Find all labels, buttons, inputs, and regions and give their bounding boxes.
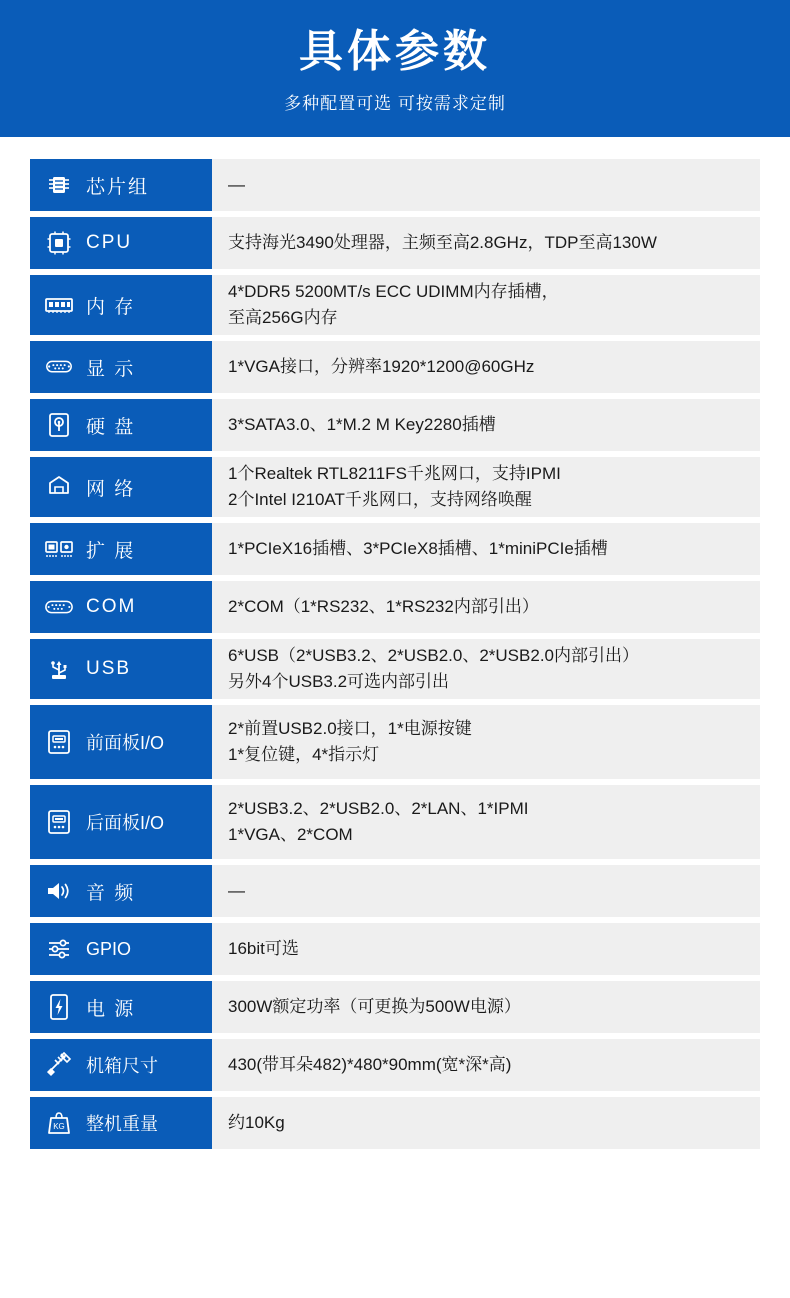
spec-label-text: 扩 展 [86,540,136,562]
spec-value-cell [212,523,760,575]
spec-label-text: 机箱尺寸 [86,1056,158,1076]
spec-label-cell [30,705,212,779]
usb-icon [44,654,74,684]
audio-icon [44,876,74,906]
dimension-icon [44,1050,74,1080]
expansion-icon [44,534,74,564]
front-panel-io-icon [44,727,74,757]
spec-row [30,639,760,699]
spec-row [30,523,760,575]
spec-label-text: 显 示 [86,358,136,380]
spec-label-text: 芯片组 [86,176,150,198]
spec-label-cell [30,217,212,269]
spec-row [30,865,760,917]
spec-value-line: 另外4个USB3.2可选内部引出 [228,672,450,691]
spec-value-line: — [228,175,245,194]
spec-value-cell [212,923,760,975]
spec-row [30,581,760,633]
harddisk-icon [44,410,74,440]
spec-value-line: — [228,881,245,900]
spec-label-cell [30,581,212,633]
spec-label-cell [30,981,212,1033]
spec-label-text: CPU [86,232,133,253]
spec-label-cell [30,523,212,575]
network-icon [44,472,74,502]
spec-row [30,217,760,269]
spec-value-cell [212,785,760,859]
spec-row [30,1097,760,1149]
spec-row [30,705,760,779]
spec-label-text: USB [86,658,132,679]
spec-value-line: 支持海光3490处理器，主频至高2.8GHz，TDP至高130W [228,233,657,252]
spec-value-cell [212,159,760,211]
spec-value-cell [212,217,760,269]
spec-label-cell [30,457,212,517]
spec-value-line: 1*VGA接口，分辨率1920*1200@60GHz [228,357,535,376]
com-port-icon [44,592,74,622]
spec-label-text: 硬 盘 [86,416,136,438]
spec-label-text: 后面板I/O [86,813,165,833]
spec-value-cell [212,705,760,779]
spec-label-cell [30,865,212,917]
spec-value-cell [212,399,760,451]
spec-value-line: 6*USB（2*USB3.2、2*USB2.0、2*USB2.0内部引出） [228,646,639,665]
spec-label-text: 内 存 [86,296,136,318]
spec-label-cell [30,1097,212,1149]
spec-label-text: COM [86,596,137,617]
spec-value-cell [212,981,760,1033]
chipset-icon [44,170,74,200]
spec-label-cell [30,785,212,859]
spec-value-cell [212,581,760,633]
spec-value-line: 至高256G内存 [228,308,338,327]
spec-value-line: 16bit可选 [228,939,299,958]
spec-label-text: 电 源 [86,998,136,1020]
spec-label-cell [30,923,212,975]
power-icon [44,992,74,1022]
spec-label-cell [30,1039,212,1091]
spec-value-line: 1*VGA、2*COM [228,825,353,844]
weight-kg-icon [44,1108,74,1138]
spec-label-text: 前面板I/O [86,733,165,753]
spec-row [30,785,760,859]
spec-value-line: 1*PCIeX16插槽、3*PCIeX8插槽、1*miniPCIe插槽 [228,539,608,558]
spec-value-line: 约10Kg [228,1113,285,1132]
spec-value-line: 2*COM（1*RS232、1*RS232内部引出） [228,597,539,616]
spec-value-cell [212,865,760,917]
memory-icon [44,290,74,320]
spec-value-cell [212,275,760,335]
spec-label-cell [30,275,212,335]
spec-value-line: 1*复位键，4*指示灯 [228,745,380,764]
spec-label-text: 整机重量 [86,1114,158,1134]
spec-row [30,341,760,393]
spec-row [30,981,760,1033]
page-title: 具体参数 [299,27,491,76]
spec-value-line: 4*DDR5 5200MT/s ECC UDIMM内存插槽， [228,282,559,301]
spec-label-cell [30,159,212,211]
spec-value-line: 2*前置USB2.0接口，1*电源按键 [228,719,472,738]
rear-panel-io-icon [44,807,74,837]
spec-label-text: 网 络 [86,478,136,500]
spec-label-text: GPIO [86,938,132,959]
spec-row [30,923,760,975]
spec-row [30,159,760,211]
spec-label-text: 音 频 [86,882,136,904]
display-port-icon [44,352,74,382]
spec-value-cell [212,639,760,699]
spec-table [30,159,760,1149]
svg-text:KG: KG [53,1122,65,1131]
spec-value-line: 1个Realtek RTL8211FS千兆网口，支持IPMI [228,464,561,483]
spec-value-line: 430(带耳朵482)*480*90mm(宽*深*高) [228,1055,512,1074]
spec-row [30,399,760,451]
spec-value-line: 2*USB3.2、2*USB2.0、2*LAN、1*IPMI [228,799,529,818]
spec-row [30,457,760,517]
spec-label-cell [30,341,212,393]
cpu-icon [44,228,74,258]
spec-value-cell [212,1097,760,1149]
spec-label-cell [30,399,212,451]
page-header [0,0,790,137]
spec-value-line: 300W额定功率（可更换为500W电源） [228,997,521,1016]
spec-value-cell [212,1039,760,1091]
spec-value-line: 2个Intel I210AT千兆网口，支持网络唤醒 [228,490,532,509]
spec-value-cell [212,341,760,393]
page-subtitle: 多种配置可选 可按需求定制 [284,94,506,113]
spec-value-cell [212,457,760,517]
spec-label-cell [30,639,212,699]
gpio-icon [44,934,74,964]
spec-value-line: 3*SATA3.0、1*M.2 M Key2280插槽 [228,415,496,434]
spec-row [30,275,760,335]
spec-row [30,1039,760,1091]
